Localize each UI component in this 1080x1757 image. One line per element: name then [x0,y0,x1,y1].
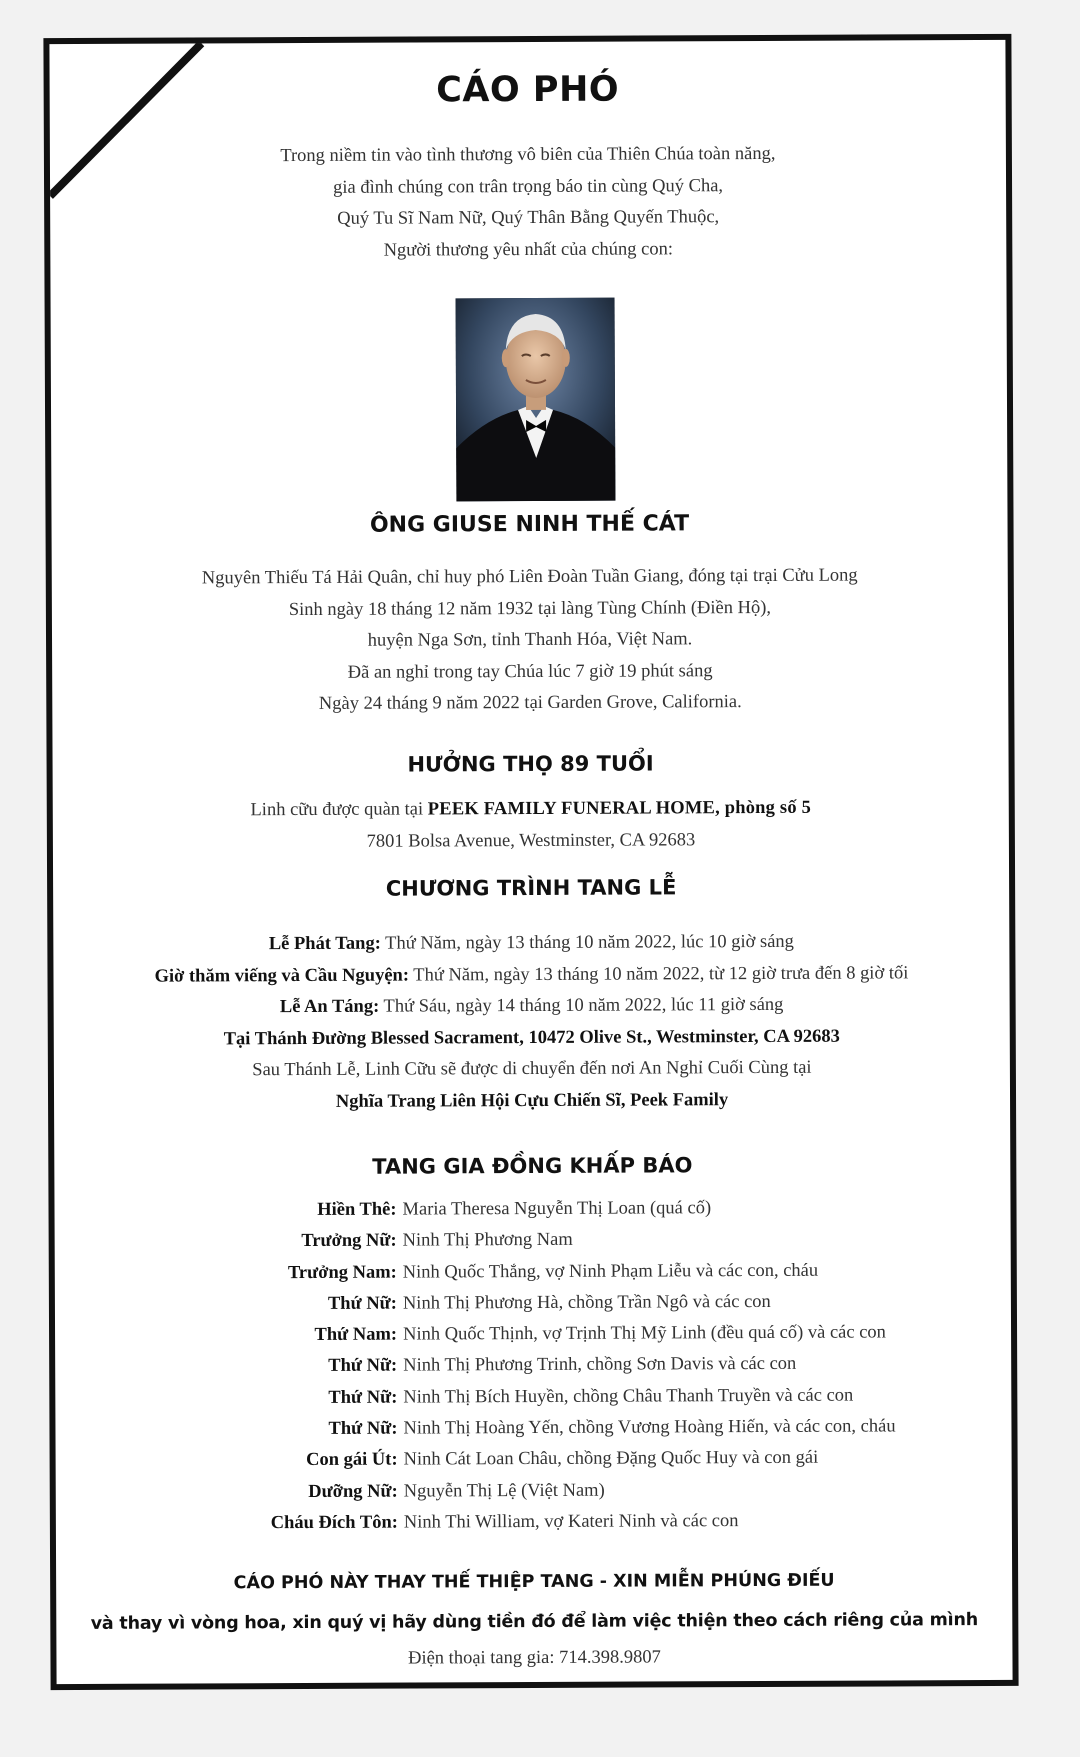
family-role: Trưởng Nam: [287,1262,397,1283]
intro-line: Quý Tu Sĩ Nam Nữ, Quý Thân Bằng Quyến Thuộc, [337,207,720,229]
list-item [55,1255,1011,1290]
bio-line: Sinh ngày 18 tháng 12 năm 1932 tại làng Tùng Chính (Điền Hộ), [288,597,772,620]
church-line [54,1020,1010,1056]
family-member: Ninh Thị Hoàng Yến, chồng Vương Hoàng Hiến, và các con, cháu [403,1416,896,1439]
family-role: Con gái Út: [306,1449,398,1471]
family-member: Ninh Quốc Thịnh, vợ Trịnh Thị Mỹ Linh (đều quá cố) và các con [403,1322,886,1345]
family-member: Ninh Thị Phương Hà, chồng Trần Ngô và các con [402,1291,771,1314]
bio-line: Đã an nghỉ trong tay Chúa lúc 7 giờ 19 phút sáng [347,660,713,683]
family-heading: TANG GIA ĐỒNG KHẤP BÁO [372,1153,693,1179]
intro-line: Người thương yêu nhất của chúng con: [383,238,674,261]
family-list [54,1192,1011,1540]
event-label: Lễ Phát Tang: [268,933,381,955]
portrait-image [456,298,616,502]
family-role: Thứ Nữ: [327,1293,397,1314]
viewing-prefix: Linh cữu được quàn tại [250,799,428,821]
event-label: Giờ thăm viếng và Cầu Nguyện: [154,965,410,987]
bio-line: Nguyên Thiếu Tá Hải Quân, chỉ huy phó Liên Đoàn Tuần Giang, đóng tại trại Cửu Long [201,565,858,589]
family-member: Ninh Thị Bích Huyền, chồng Châu Thanh Truyền và các con [403,1385,854,1408]
program-event [53,957,1009,993]
list-item [55,1223,1011,1258]
program-heading: CHƯƠNG TRÌNH TANG LỄ [385,875,677,901]
charity-notice: và thay vì vòng hoa, xin quý vị hãy dùng tiền đó để làm việc thiện theo cách riêng của mình [90,1610,978,1634]
cemetery-name: Nghĩa Trang Liên Hội Cựu Chiến Sĩ, Peek Family [335,1089,729,1112]
family-member: Ninh Cát Loan Châu, chồng Đặng Quốc Huy và con gái [403,1448,819,1470]
family-role: Dưỡng Nữ: [308,1481,398,1502]
church-name: Thánh Đường Blessed Sacrament, 10472 Olive St., Westminster, CA 92683 [254,1026,840,1049]
intro-line: gia đình chúng con trân trọng báo tin cùng Quý Cha, [333,175,724,198]
event-text: Thứ Năm, ngày 13 tháng 10 năm 2022, lúc 10 giờ sáng [380,931,794,954]
age-heading: HƯỞNG THỌ 89 TUỔI [407,751,654,777]
family-role: Thứ Nữ: [328,1387,398,1408]
list-item [56,1442,1012,1477]
deceased-name: ÔNG GIUSE NINH THẾ CÁT [369,511,690,538]
family-member: Ninh Thị Phương Nam [402,1230,573,1251]
viewing-address: 7801 Bolsa Avenue, Westminster, CA 92683 [366,829,696,852]
portrait-photo [456,298,616,502]
family-member: Ninh Quốc Thắng, vợ Ninh Phạm Liễu và các con, cháu [402,1260,819,1283]
family-role: Thứ Nam: [314,1324,398,1346]
bio-line: Ngày 24 tháng 9 năm 2022 tại Garden Grove, California. [318,692,742,714]
event-text: Thứ Năm, ngày 13 tháng 10 năm 2022, từ 12 giờ trưa đến 8 giờ tối [408,962,909,986]
family-phone: Điện thoại tang gia: 714.398.9807 [408,1647,661,1669]
page-title: CÁO PHÓ [436,69,620,111]
intro-text [50,138,1007,268]
deceased-bio [52,560,1009,722]
family-member: Ninh Thi William, vợ Kateri Ninh và các con [403,1511,739,1533]
family-role: Hiền Thê: [317,1199,397,1220]
family-member: Nguyễn Thị Lệ (Việt Nam) [403,1480,605,1502]
obituary-card [43,34,1018,1690]
list-item [56,1505,1012,1540]
cemetery-line [54,1083,1010,1119]
church-prefix: Tại [223,1028,255,1049]
family-member: Ninh Thị Phương Trinh, chồng Sơn Davis và các con [403,1354,797,1377]
list-item [56,1474,1012,1509]
bio-line: huyện Nga Sơn, tỉnh Thanh Hóa, Việt Nam. [367,629,693,651]
program-schedule [53,926,1010,1119]
list-item [55,1411,1011,1446]
family-member: Maria Theresa Nguyễn Thị Loan (quá cố) [402,1198,712,1220]
family-role: Cháu Đích Tôn: [270,1512,398,1534]
funeral-home-name: PEEK FAMILY FUNERAL HOME, phòng số 5 [427,797,812,820]
event-text: Thứ Sáu, ngày 14 tháng 10 năm 2022, lúc 11 giờ sáng [379,994,784,1017]
event-label: Lễ An Táng: [279,996,380,1018]
intro-line: Trong niềm tin vào tình thương vô biên của Thiên Chúa toàn năng, [280,143,776,167]
family-role: Trưởng Nữ: [301,1230,397,1252]
viewing-place-line [53,792,1009,828]
after-mass-line: Sau Thánh Lễ, Linh Cữu sẽ được di chuyển đến nơi An Nghỉ Cuối Cùng tại [252,1057,812,1081]
family-role: Thứ Nữ: [328,1418,398,1439]
program-event [53,926,1009,962]
program-event [54,989,1010,1025]
list-item [55,1380,1011,1415]
viewing-info [53,792,1009,859]
list-item [55,1317,1011,1352]
list-item [55,1286,1011,1321]
no-cards-notice: CÁO PHÓ NÀY THAY THẾ THIỆP TANG - XIN MIỄN PHÚNG ĐIẾU [233,1570,835,1594]
family-role: Thứ Nữ: [328,1356,398,1377]
list-item [55,1348,1011,1383]
list-item [54,1192,1010,1227]
